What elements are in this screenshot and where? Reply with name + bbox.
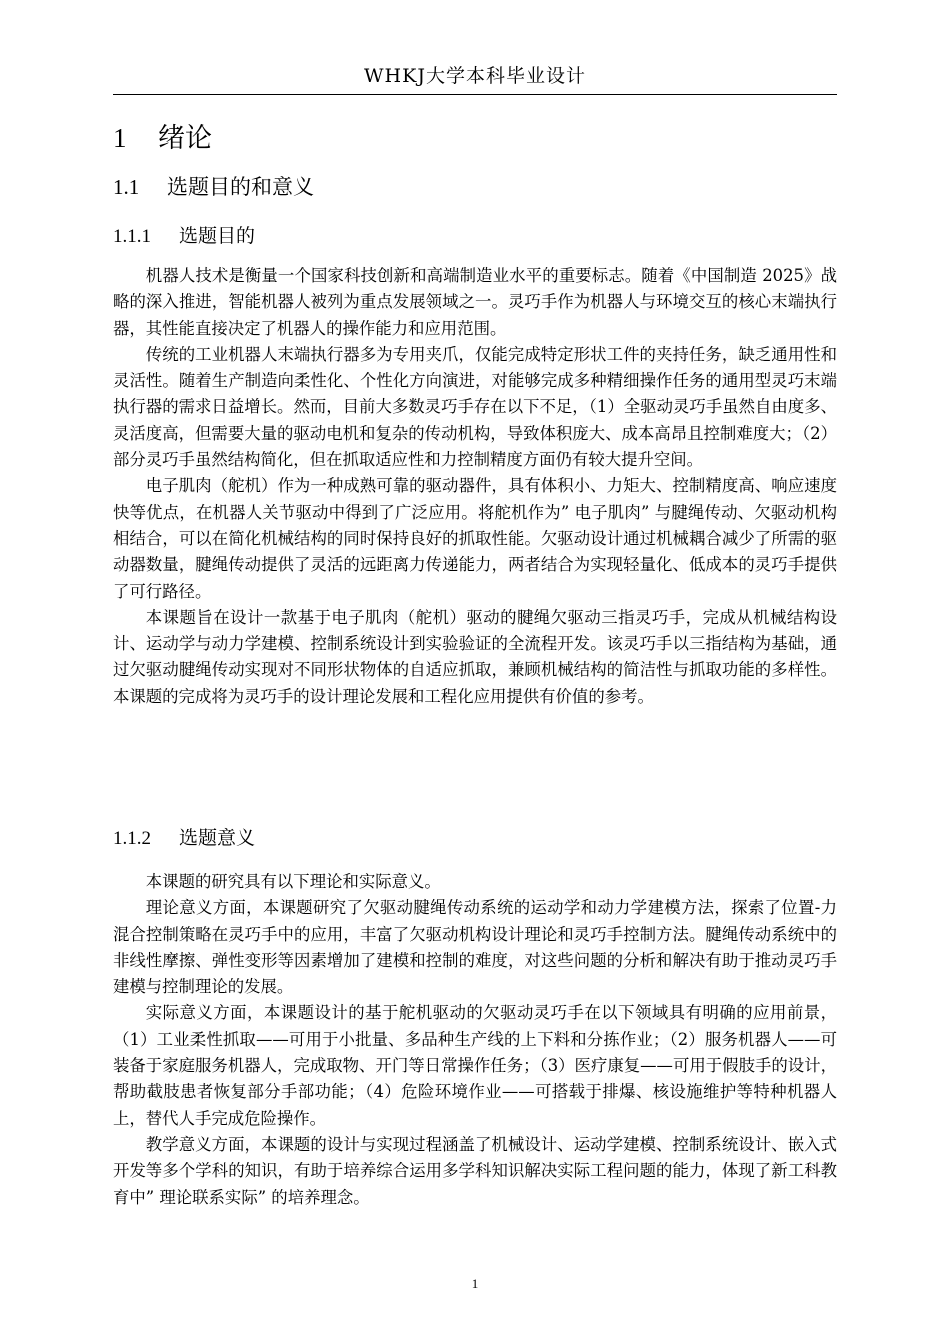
section-title: 选题目的和意义 (167, 175, 314, 199)
section-heading (113, 171, 314, 203)
chapter-title: 绪论 (158, 123, 212, 154)
paragraph: 电子肌肉（舵机）作为一种成熟可靠的驱动器件，具有体积小、力矩大、控制精度高、响应速度快等优点，在机器人关节驱动中得到了广泛应用。将舵机作为” 电子肌肉” 与腱绳传动、欠驱动机构相结合，可以在简化机械结构的同时保持良好的抓取性能。欠驱动设计通过机械耦合减少了所需的驱动器数量，腱绳传动提供了灵活的远距离力传递能力，两者结合为实现轻量化、低成本的灵巧手提供了可行路径。 (113, 476, 837, 601)
paragraph: 教学意义方面，本课题的设计与实现过程涵盖了机械设计、运动学建模、控制系统设计、嵌入式开发等多个学科的知识，有助于培养综合运用多学科知识解决实际工程问题的能力，体现了新工科教育中” 理论联系实际” 的培养理念。 (113, 1134, 837, 1207)
subsection-number: 1.1.1 (113, 226, 151, 247)
header-rule (113, 94, 837, 95)
chapter-heading (113, 118, 212, 159)
subsection-heading (113, 221, 255, 252)
paragraph: 机器人技术是衡量一个国家科技创新和高端制造业水平的重要标志。随着《中国制造 2025》战略的深入推进，智能机器人被列为重点发展领域之一。灵巧手作为机器人与环境交互的核心末端执行器，其性能直接决定了机器人的操作能力和应用范围。 (113, 266, 837, 338)
paragraph: 传统的工业机器人末端执行器多为专用夹爪，仅能完成特定形状工件的夹持任务，缺乏通用性和灵活性。随着生产制造向柔性化、个性化方向演进，对能够完成多种精细操作任务的通用型灵巧末端执行器的需求日益增长。然而，目前大多数灵巧手存在以下不足，（1）全驱动灵巧手虽然自由度多、灵活度高，但需要大量的驱动电机和复杂的传动机构，导致体积庞大、成本高昂且控制难度大；（2）部分灵巧手虽然结构简化，但在抓取适应性和力控制精度方面仍有较大提升空间。 (113, 344, 837, 470)
section-number: 1.1 (113, 175, 140, 199)
paragraph: 本课题的研究具有以下理论和实际意义。 (145, 872, 441, 891)
paragraph: 理论意义方面，本课题研究了欠驱动腱绳传动系统的运动学和动力学建模方法，探索了位置-力混合控制策略在灵巧手中的应用，丰富了欠驱动机构设计理论和灵巧手控制方法。腱绳传动系统中的非线性摩擦、弹性变形等因素增加了建模和控制的难度，对这些问题的分析和解决有助于推动灵巧手建模与控制理论的发展。 (113, 898, 837, 997)
subsection-heading (113, 823, 255, 854)
paragraph: 实际意义方面，本课题设计的基于舵机驱动的欠驱动灵巧手在以下领域具有明确的应用前景，（1）工业柔性抓取——可用于小批量、多品种生产线的上下料和分拣作业；（2）服务机器人——可装备于家庭服务机器人，完成取物、开门等日常操作任务；（3）医疗康复——可用于假肢手的设计，帮助截肢患者恢复部分手部功能；（4）危险环境作业——可搭载于排爆、核设施维护等特种机器人上，替代人手完成危险操作。 (113, 1003, 837, 1128)
paragraph: 本课题旨在设计一款基于电子肌肉（舵机）驱动的腱绳欠驱动三指灵巧手，完成从机械结构设计、运动学与动力学建模、控制系统设计到实验验证的全流程开发。该灵巧手以三指结构为基础，通过欠驱动腱绳传动实现对不同形状物体的自适应抓取，兼顾机械结构的简洁性与抓取功能的多样性。本课题的完成将为灵巧手的设计理论发展和工程化应用提供有价值的参考。 (113, 607, 837, 706)
chapter-number: 1 (113, 123, 127, 153)
subsection-title: 选题目的 (179, 225, 256, 247)
subsection-body (113, 263, 837, 710)
running-header: WHKJ大学本科毕业设计 (364, 65, 586, 87)
subsection-title: 选题意义 (179, 827, 256, 849)
page-number: 1 (471, 1276, 479, 1291)
subsection-body (113, 869, 837, 1211)
subsection-number: 1.1.2 (113, 828, 151, 849)
